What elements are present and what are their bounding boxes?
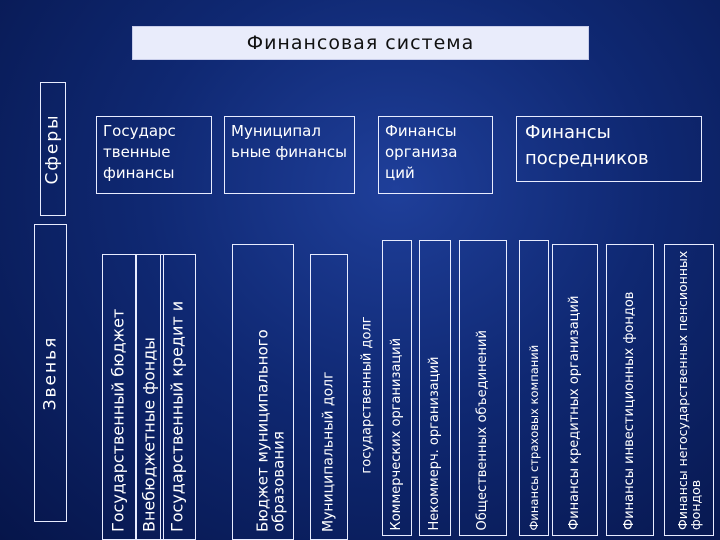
row-label-spheres-text: Сферы [43, 113, 64, 185]
link-pension-funds [664, 244, 714, 536]
link-insurance-companies [519, 240, 549, 536]
row-label-links [34, 224, 67, 522]
link-noncommercial-orgs [419, 240, 451, 536]
link-state-credit-text: Государственный кредит и [167, 300, 187, 532]
link-state-credit [160, 254, 196, 540]
sphere-municipal-finance: Муниципал ьные финансы [224, 116, 355, 194]
link-state-debt-text: государственный долг [359, 316, 375, 474]
link-municipal-debt-text: Муниципальный долг [320, 371, 337, 532]
page-title: Финансовая система [132, 26, 589, 60]
link-insurance-companies-text: Финансы страховых компаний [526, 344, 541, 531]
row-label-spheres [40, 82, 66, 216]
link-investment-funds-text: Финансы инвестиционных фондов [622, 291, 638, 530]
link-public-associations [459, 240, 507, 536]
link-commercial-orgs [382, 240, 412, 536]
link-commercial-orgs-text: Коммерческих организаций [389, 337, 405, 531]
sphere-state-finance: Государс твенные финансы [96, 116, 212, 194]
link-extrabudget-funds-text: Внебюджетные фонды [139, 337, 159, 532]
link-investment-funds [606, 244, 654, 536]
link-state-budget-text: Государственный бюджет [108, 308, 128, 532]
link-credit-organizations [552, 244, 598, 536]
link-public-associations-text: Общественных объединений [475, 330, 491, 531]
sphere-organizations-finance: Финансы организа ций [378, 116, 493, 194]
link-noncommercial-orgs-text: Некоммерч. организаций [427, 356, 443, 531]
row-label-links-text: Звенья [40, 335, 61, 411]
link-municipal-budget-text: Бюджет муниципального образования [253, 329, 287, 532]
link-state-budget [102, 254, 136, 540]
link-municipal-debt [310, 254, 348, 540]
sphere-intermediaries-finance: Финансы посредников [516, 116, 702, 182]
link-credit-organizations-text: Финансы кредитных организаций [567, 295, 583, 530]
link-pension-funds-text: Финансы негосударственных пенсионных фондов [674, 250, 703, 530]
